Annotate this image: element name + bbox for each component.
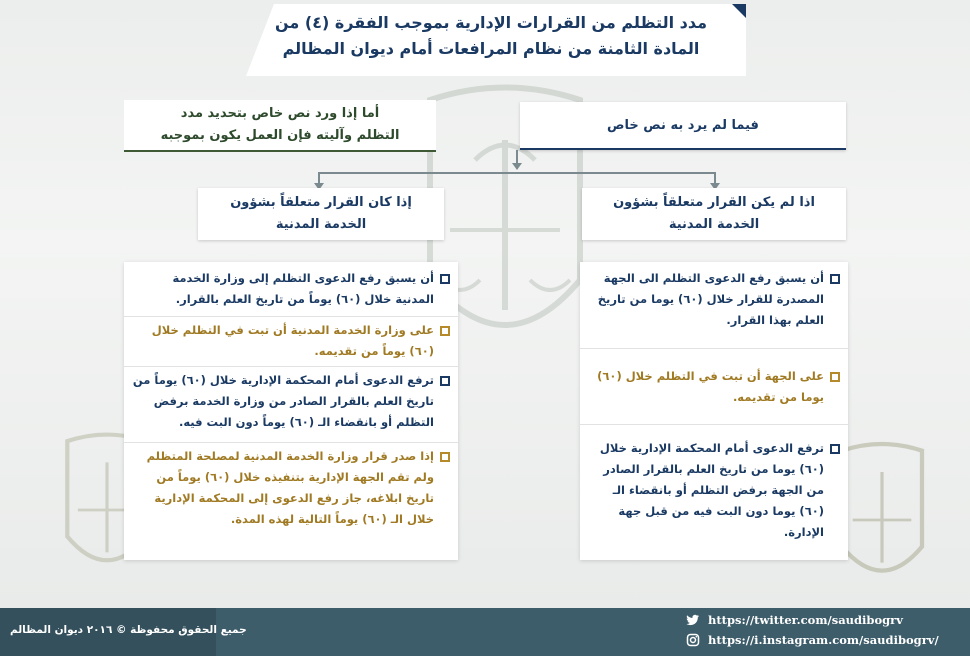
special-text-box bbox=[124, 100, 436, 152]
list-item-text: على الجهة أن تبت في التظلم خلال (٦٠) يوما من تقديمه. bbox=[597, 369, 824, 404]
square-bullet-icon bbox=[440, 274, 450, 284]
list-item-text: على وزارة الخدمة المدنية أن تبت في التظلم خلال (٦٠) يوماً من تقديمه. bbox=[151, 323, 434, 358]
non-civil-service-line2: الخدمة المدنية bbox=[668, 217, 760, 232]
list-item bbox=[132, 370, 450, 433]
footer-copyright: جميع الحقوق محفوظة © ٢٠١٦ ديوان المظالم bbox=[10, 624, 247, 636]
list-item bbox=[132, 268, 450, 310]
non-civil-service-box bbox=[582, 188, 846, 240]
civil-service-line1: إذا كان القرار متعلقاً بشؤون bbox=[230, 195, 412, 210]
list-item bbox=[132, 446, 450, 530]
twitter-link[interactable]: https://twitter.com/saudibogrv bbox=[708, 613, 903, 627]
square-bullet-icon bbox=[440, 376, 450, 386]
list-item-text: إذا صدر قرار وزارة الخدمة المدنية لمصلحة المتظلم ولم تقم الجهة الإدارية بتنفيذه خلال (٦٠) يوماً من تاريخ ابلاغه، جاز رفع الدعوى إلى المحكمة الإدارية خلال الـ (٦٠) يوماً التالية لهذه المدة. bbox=[146, 449, 434, 526]
page-title-line1: مدد التظلم من القرارات الإدارية بموجب الفقرة (٤) من bbox=[275, 13, 707, 32]
title-corner-decoration bbox=[732, 4, 746, 18]
list-item bbox=[132, 320, 450, 362]
square-bullet-icon bbox=[830, 444, 840, 454]
list-item bbox=[588, 438, 840, 543]
square-bullet-icon bbox=[440, 326, 450, 336]
square-bullet-icon bbox=[830, 274, 840, 284]
civil-service-box bbox=[198, 188, 444, 240]
civil-service-list bbox=[124, 262, 458, 560]
list-item-text: ترفع الدعوى أمام المحكمة الإدارية خلال (٦٠) يوماً من تاريخ العلم بالقرار الصادر من وزارة الخدمة برفض التظلم أو بانقضاء الـ (٦٠) يوماً دون البت فيه. bbox=[132, 373, 434, 429]
civil-service-line2: الخدمة المدنية bbox=[275, 217, 367, 232]
twitter-icon[interactable] bbox=[686, 613, 700, 627]
connector-horizontal bbox=[318, 172, 716, 174]
connector-arrow-main bbox=[512, 163, 522, 170]
list-item bbox=[588, 366, 840, 408]
non-civil-service-line1: اذا لم يكن القرار متعلقاً بشؤون bbox=[613, 195, 815, 210]
instagram-link[interactable]: https://i.instagram.com/saudibogrv/ bbox=[708, 633, 939, 647]
page-title-line2: المادة الثامنة من نظام المرافعات أمام ديوان المظالم bbox=[282, 39, 700, 58]
square-bullet-icon bbox=[830, 372, 840, 382]
special-text-line2: التظلم وآليته فإن العمل يكون بموجبه bbox=[160, 128, 400, 143]
list-item-text: ترفع الدعوى أمام المحكمة الإدارية خلال (٦٠) يوما من تاريخ العلم بالقرار الصادر من الجهة برفض التظلم أو بانقضاء الـ (٦٠) يوما دون البت فيه من قبل جهة الإدارة. bbox=[599, 441, 824, 539]
no-special-text-box bbox=[520, 102, 846, 150]
no-special-text-label: فيما لم يرد به نص خاص bbox=[607, 118, 759, 133]
page-title bbox=[262, 10, 720, 62]
non-civil-service-list bbox=[580, 262, 848, 560]
list-item-text: أن يسبق رفع الدعوى التظلم إلى وزارة الخدمة المدنية خلال (٦٠) يوماً من تاريخ العلم بالقرار. bbox=[172, 271, 434, 306]
list-item-text: أن يسبق رفع الدعوى التظلم الى الجهة المصدرة للقرار خلال (٦٠) يوما من تاريخ العلم بهذا القرار. bbox=[597, 271, 824, 327]
instagram-icon[interactable] bbox=[686, 633, 700, 647]
list-item bbox=[588, 268, 840, 331]
special-text-line1: أما إذا ورد نص خاص بتحديد مدد bbox=[180, 106, 380, 121]
square-bullet-icon bbox=[440, 452, 450, 462]
